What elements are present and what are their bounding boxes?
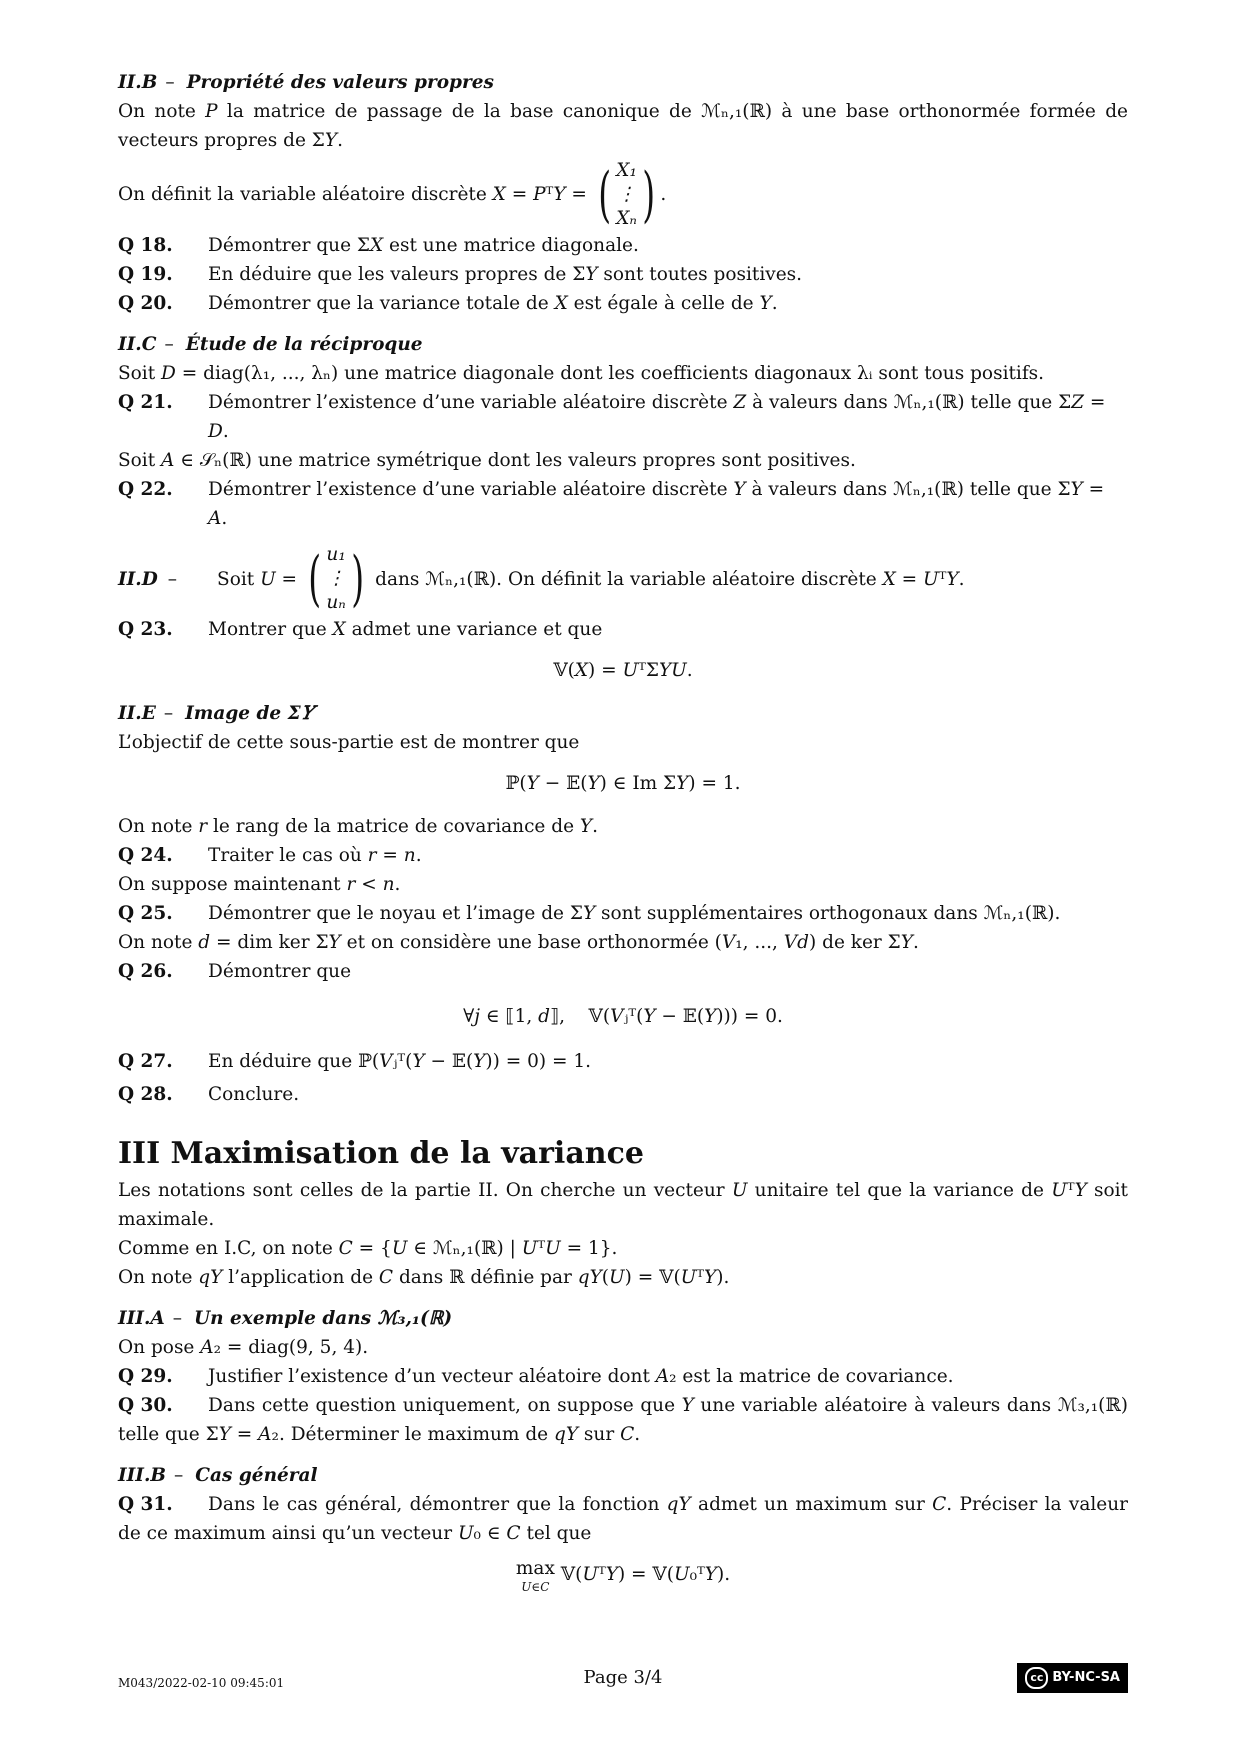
question-text: Traiter le cas où 𝑟 = 𝑛. bbox=[208, 845, 422, 866]
paragraph: Soit 𝐷 = diag(λ₁, ..., λₙ) une matrice diagonale dont les coefficients diagonaux λᵢ sont tous positifs. bbox=[118, 363, 1045, 384]
subsection-number: III.A bbox=[118, 1308, 165, 1329]
max-subscript: U∈C bbox=[521, 1580, 550, 1594]
question-text: Dans le cas général, démontrer que la fonction 𝑞𝑌 admet un maximum sur 𝐶. Préciser la valeur de ce maximum ainsi qu’un vecteur 𝑈₀ ∈ 𝐶 tel que bbox=[118, 1494, 1128, 1544]
subsection-IID: II.D – Soit 𝑈 = ( u₁ ⋮ uₙ ) dans ℳₙ,₁(ℝ). On définit la variable aléatoire discrète 𝑋 = 𝑈ᵀ𝑌. bbox=[118, 544, 965, 614]
question-number: Q 30. bbox=[118, 1395, 173, 1416]
question-19 bbox=[118, 260, 1128, 289]
paragraph: On note 𝑟 le rang de la matrice de covariance de 𝑌. bbox=[118, 816, 599, 837]
subsection-number: II.C bbox=[118, 334, 157, 355]
cc-icon: cc bbox=[1025, 1667, 1048, 1689]
subsection-heading-IIIB: III.B – Cas général bbox=[118, 1465, 318, 1486]
subsection-heading-IIE: II.E – Image de Σ𝑌 bbox=[118, 703, 313, 724]
subsection-number: II.B bbox=[118, 72, 158, 93]
question-number: Q 25. bbox=[118, 903, 173, 924]
question-number: Q 31. bbox=[118, 1494, 173, 1515]
subsection-number: II.D bbox=[118, 568, 158, 590]
subsection-title: Image de Σ𝑌 bbox=[185, 703, 313, 724]
subsection-title: Un exemple dans ℳ₃,₁(ℝ) bbox=[194, 1308, 453, 1329]
question-number: Q 21. bbox=[118, 392, 173, 413]
question-30 bbox=[118, 1391, 1128, 1449]
question-number: Q 23. bbox=[118, 619, 173, 640]
vector-entry: ⋮ bbox=[326, 568, 346, 589]
punctuation: . bbox=[660, 184, 667, 205]
section-heading-III: III Maximisation de la variance bbox=[118, 1136, 644, 1171]
question-text: En déduire que ℙ(𝑉ⱼᵀ(𝑌 − 𝔼(𝑌)) = 0) = 1. bbox=[208, 1051, 591, 1072]
question-number: Q 22. bbox=[118, 479, 173, 500]
question-text: Démontrer l’existence d’une variable aléatoire discrète 𝑍 à valeurs dans ℳₙ,₁(ℝ) telle que Σ𝑍 = 𝐷. bbox=[208, 392, 1106, 442]
paragraph-with-vector bbox=[118, 159, 1128, 231]
question-number: Q 24. bbox=[118, 845, 173, 866]
subsection-title: Cas général bbox=[195, 1465, 318, 1486]
vector-entry: u₁ bbox=[326, 544, 346, 565]
question-number: Q 26. bbox=[118, 961, 173, 982]
question-28 bbox=[118, 1080, 1128, 1109]
max-operator bbox=[516, 1560, 555, 1596]
question-25 bbox=[118, 899, 1128, 928]
column-vector: ( X₁ ⋮ Xₙ ) bbox=[598, 160, 656, 230]
question-number: Q 20. bbox=[118, 293, 173, 314]
license-text: BY-NC-SA bbox=[1052, 1670, 1120, 1685]
paragraph-text: On définit la variable aléatoire discrète 𝑋 = 𝑃ᵀ𝑌 = bbox=[118, 184, 587, 205]
question-text: Démontrer que bbox=[208, 961, 352, 982]
question-number: Q 28. bbox=[118, 1084, 173, 1105]
paragraph: On note 𝑃 la matrice de passage de la base canonique de ℳₙ,₁(ℝ) à une base orthonormée formée de vecteurs propres de Σ𝑌. bbox=[118, 101, 1128, 151]
paragraph: L’objectif de cette sous-partie est de montrer que bbox=[118, 732, 580, 753]
display-equation: ∀𝑗 ∈ ⟦1, 𝑑⟧, 𝕍(𝑉ⱼᵀ(𝑌 − 𝔼(𝑌))) = 0. bbox=[463, 1006, 783, 1027]
paragraph: On pose 𝐴₂ = diag(9, 5, 4). bbox=[118, 1337, 369, 1358]
question-text: Démontrer que Σ𝑋 est une matrice diagonale. bbox=[208, 235, 639, 256]
page-footer bbox=[118, 1663, 1128, 1695]
question-21 bbox=[118, 388, 1128, 446]
paragraph-text: dans ℳₙ,₁(ℝ). On définit la variable aléatoire discrète 𝑋 = 𝑈ᵀ𝑌. bbox=[375, 568, 965, 590]
display-equation: 𝕍(𝑋) = 𝑈ᵀΣ𝑌𝑈. bbox=[553, 660, 693, 681]
question-22 bbox=[118, 475, 1128, 533]
subsection-heading-IIC: II.C – Étude de la réciproque bbox=[118, 334, 423, 355]
vector-entry: X₁ bbox=[616, 160, 637, 181]
question-text: Dans cette question uniquement, on suppose que 𝑌 une variable aléatoire à valeurs dans ℳ₃,₁(ℝ) telle que Σ𝑌 = 𝐴₂. Déterminer le maximum de 𝑞𝑌 sur 𝐶. bbox=[118, 1395, 1128, 1445]
question-26 bbox=[118, 957, 1128, 986]
question-number: Q 19. bbox=[118, 264, 173, 285]
question-number: Q 18. bbox=[118, 235, 173, 256]
question-number: Q 29. bbox=[118, 1366, 173, 1387]
display-equation bbox=[118, 1560, 1128, 1596]
question-23 bbox=[118, 615, 1128, 644]
document-code: M043/2022-02-10 09:45:01 bbox=[118, 1676, 285, 1690]
question-text: Conclure. bbox=[208, 1084, 300, 1105]
subsection-title: Étude de la réciproque bbox=[185, 334, 423, 355]
question-text: Montrer que 𝑋 admet une variance et que bbox=[208, 619, 603, 640]
subsection-heading-IIIA: III.A – Un exemple dans ℳ₃,₁(ℝ) bbox=[118, 1308, 453, 1329]
vector-entry: uₙ bbox=[326, 592, 346, 613]
question-24 bbox=[118, 841, 1128, 870]
vector-entry: ⋮ bbox=[617, 184, 636, 205]
question-text: Justifier l’existence d’un vecteur aléatoire dont 𝐴₂ est la matrice de covariance. bbox=[208, 1366, 954, 1387]
paragraph: Soit 𝐴 ∈ 𝒮ₙ(ℝ) une matrice symétrique dont les valeurs propres sont positives. bbox=[118, 450, 856, 471]
paragraph: Les notations sont celles de la partie II. On cherche un vecteur 𝑈 unitaire tel que la variance de 𝑈ᵀ𝑌 soit maximale. bbox=[118, 1180, 1128, 1230]
question-29 bbox=[118, 1362, 1128, 1391]
paragraph: On suppose maintenant 𝑟 < 𝑛. bbox=[118, 874, 401, 895]
display-equation: ℙ(𝑌 − 𝔼(𝑌) ∈ Im Σ𝑌) = 1. bbox=[505, 773, 741, 794]
question-20 bbox=[118, 289, 1128, 318]
paragraph: On note 𝑑 = dim ker Σ𝑌 et on considère une base orthonormée (𝑉₁, ..., 𝑉𝑑) de ker Σ𝑌. bbox=[118, 932, 919, 953]
subsection-heading-IIB: II.B – Propriété des valeurs propres bbox=[118, 72, 494, 93]
paragraph: On note 𝑞𝑌 l’application de 𝐶 dans ℝ définie par 𝑞𝑌(𝑈) = 𝕍(𝑈ᵀ𝑌). bbox=[118, 1267, 730, 1288]
question-text: En déduire que les valeurs propres de Σ𝑌 sont toutes positives. bbox=[208, 264, 803, 285]
subsection-number: II.E bbox=[118, 703, 156, 724]
question-27 bbox=[118, 1047, 1128, 1076]
max-label: max bbox=[515, 1558, 555, 1579]
question-31 bbox=[118, 1490, 1128, 1548]
question-text: Démontrer l’existence d’une variable aléatoire discrète 𝑌 à valeurs dans ℳₙ,₁(ℝ) telle que Σ𝑌 = 𝐴. bbox=[208, 479, 1105, 529]
page-body bbox=[118, 56, 1128, 1608]
paragraph-text: Soit 𝑈 = bbox=[217, 568, 298, 590]
page-number: Page 3/4 bbox=[583, 1667, 663, 1688]
license-badge bbox=[1017, 1663, 1128, 1693]
equation-text: 𝕍(𝑈ᵀ𝑌) = 𝕍(𝑈₀ᵀ𝑌). bbox=[560, 1564, 731, 1585]
question-18 bbox=[118, 231, 1128, 260]
column-vector: ( u₁ ⋮ uₙ ) bbox=[308, 544, 364, 614]
question-text: Démontrer que la variance totale de 𝑋 est égale à celle de 𝑌. bbox=[208, 293, 778, 314]
subsection-number: III.B bbox=[118, 1465, 167, 1486]
paragraph: Comme en I.C, on note 𝐶 = {𝑈 ∈ ℳₙ,₁(ℝ) | 𝑈ᵀ𝑈 = 1}. bbox=[118, 1238, 618, 1259]
question-number: Q 27. bbox=[118, 1051, 173, 1072]
subsection-title: Propriété des valeurs propres bbox=[186, 72, 494, 93]
vector-entry: Xₙ bbox=[616, 208, 637, 229]
question-text: Démontrer que le noyau et l’image de Σ𝑌 sont supplémentaires orthogonaux dans ℳₙ,₁(ℝ). bbox=[208, 903, 1061, 924]
